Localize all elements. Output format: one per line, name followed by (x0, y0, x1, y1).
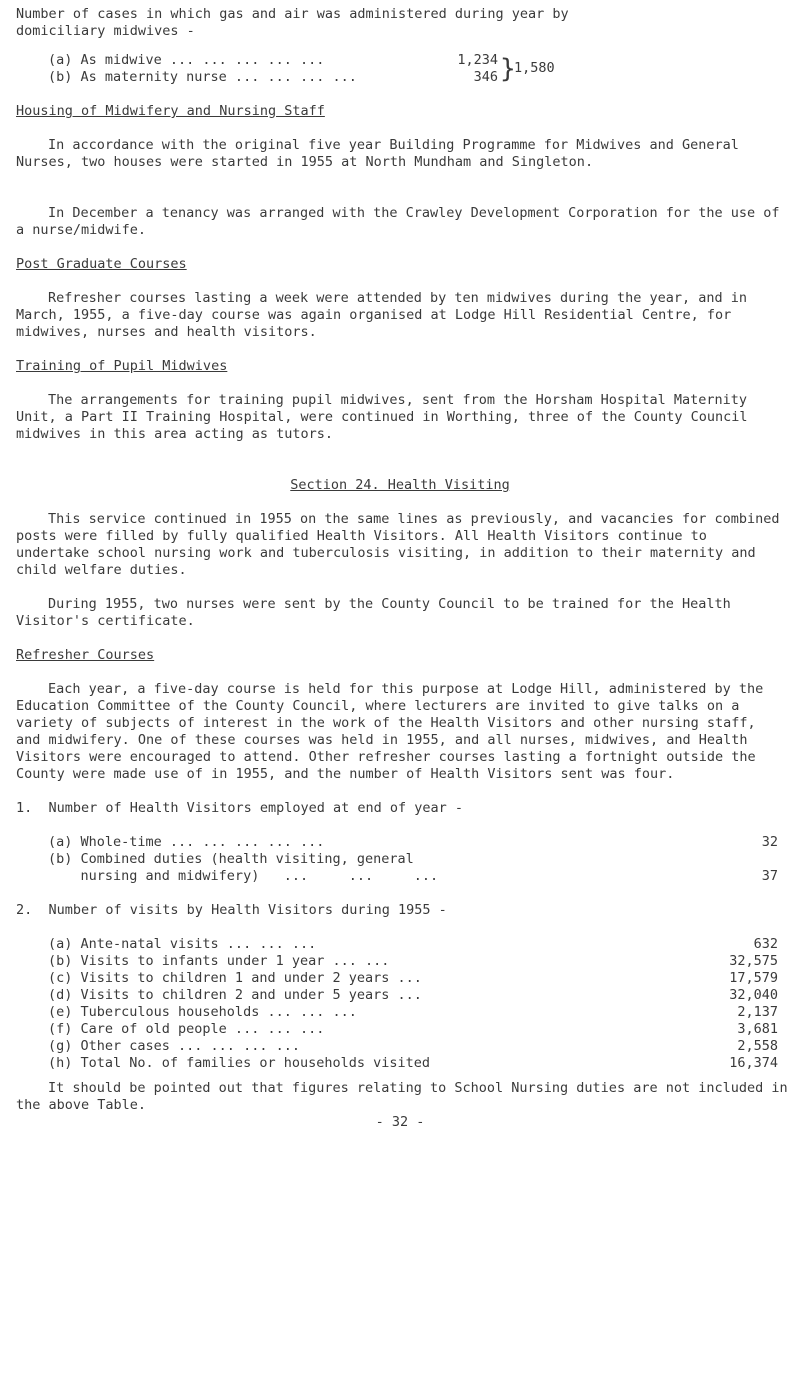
list2-item: (h) Total No. of families or households visited 16,374 (48, 1055, 778, 1071)
intro-line-1: Number of cases in which gas and air was administered during year by (16, 6, 569, 22)
intro-total: 1,580 (514, 60, 555, 76)
intro-line-2: domiciliary midwives - (16, 23, 195, 39)
heading-refresher: Refresher Courses (16, 647, 155, 663)
housing-paragraph-2: In December a tenancy was arranged with the Crawley Development Corporation for the use of a nurse/midwife. (16, 205, 780, 238)
list2-item: (d) Visits to children 2 and under 5 years ... 32,040 (48, 987, 778, 1003)
footnote: It should be pointed out that figures relating to School Nursing duties are not included in the above Table. (16, 1080, 788, 1113)
intro-item-b: (b) As maternity nurse ... ... ... ... 346 (48, 69, 498, 85)
heading-housing: Housing of Midwifery and Nursing Staff (16, 103, 325, 119)
postgrad-paragraph-1: Refresher courses lasting a week were attended by ten midwives during the year, and in March, 1955, a five-day course was again organised at Lodge Hill Residential Centre, for midwives, nurses and health visitors. (16, 290, 747, 340)
list2-item: (f) Care of old people ... ... ... 3,681 (48, 1021, 778, 1037)
refresher-paragraph-1: Each year, a five-day course is held for this purpose at Lodge Hill, administered by the Education Committee of the County Council, where lecturers are invited to give talks on a variety of subjects of interest in the work of the Health Visitors and other nursing staff, and midwifery. One of these courses was held in 1955, and all nurses, midwives, and Health Visitors were encouraged to attend. Other refresher courses lasting a fortnight outside the County were made use of in 1955, and the number of Health Visitors sent was four. (16, 681, 764, 782)
page-number: - 32 - (375, 1114, 425, 1130)
section24-paragraph-1: This service continued in 1955 on the same lines as previously, and vacancies for combined posts were filled by fully qualified Health Visitors. All Health Visitors continue to undertake school nursing work and tuberculosis visiting, in addition to their maternity and child welfare duties. (16, 511, 780, 578)
list2-item: (e) Tuberculous households ... ... ... 2,137 (48, 1004, 778, 1020)
list2-item: (g) Other cases ... ... ... ... 2,558 (48, 1038, 778, 1054)
list1-item-a: (a) Whole-time ... ... ... ... ... 32 (48, 834, 778, 850)
list1-title: 1. Number of Health Visitors employed at end of year - (16, 800, 464, 816)
heading-post-graduate: Post Graduate Courses (16, 256, 187, 272)
brace-icon: } (500, 54, 516, 84)
housing-paragraph-1: In accordance with the original five year Building Programme for Midwives and General Nurses, two houses were started in 1955 at North Mundham and Singleton. (16, 137, 739, 170)
list2-item: (c) Visits to children 1 and under 2 years ... 17,579 (48, 970, 778, 986)
list2-title: 2. Number of visits by Health Visitors during 1955 - (16, 902, 447, 918)
list2-item: (b) Visits to infants under 1 year ... ... 32,575 (48, 953, 778, 969)
heading-training: Training of Pupil Midwives (16, 358, 228, 374)
list2-item: (a) Ante-natal visits ... ... ... 632 (48, 936, 778, 952)
section24-paragraph-2: During 1955, two nurses were sent by the County Council to be trained for the Health Visitor's certificate. (16, 596, 731, 629)
heading-section-24: Section 24. Health Visiting (290, 477, 510, 493)
list1-item-b-cont: nursing and midwifery) ... ... ... 37 (48, 868, 778, 884)
intro-item-a: (a) As midwive ... ... ... ... ... 1,234 (48, 52, 498, 68)
training-paragraph-1: The arrangements for training pupil midwives, sent from the Horsham Hospital Maternity Unit, a Part II Training Hospital, were continued in Worthing, three of the County Council midwives in this area acting as tutors. (16, 392, 748, 442)
list1-item-b: (b) Combined duties (health visiting, general (48, 851, 414, 867)
